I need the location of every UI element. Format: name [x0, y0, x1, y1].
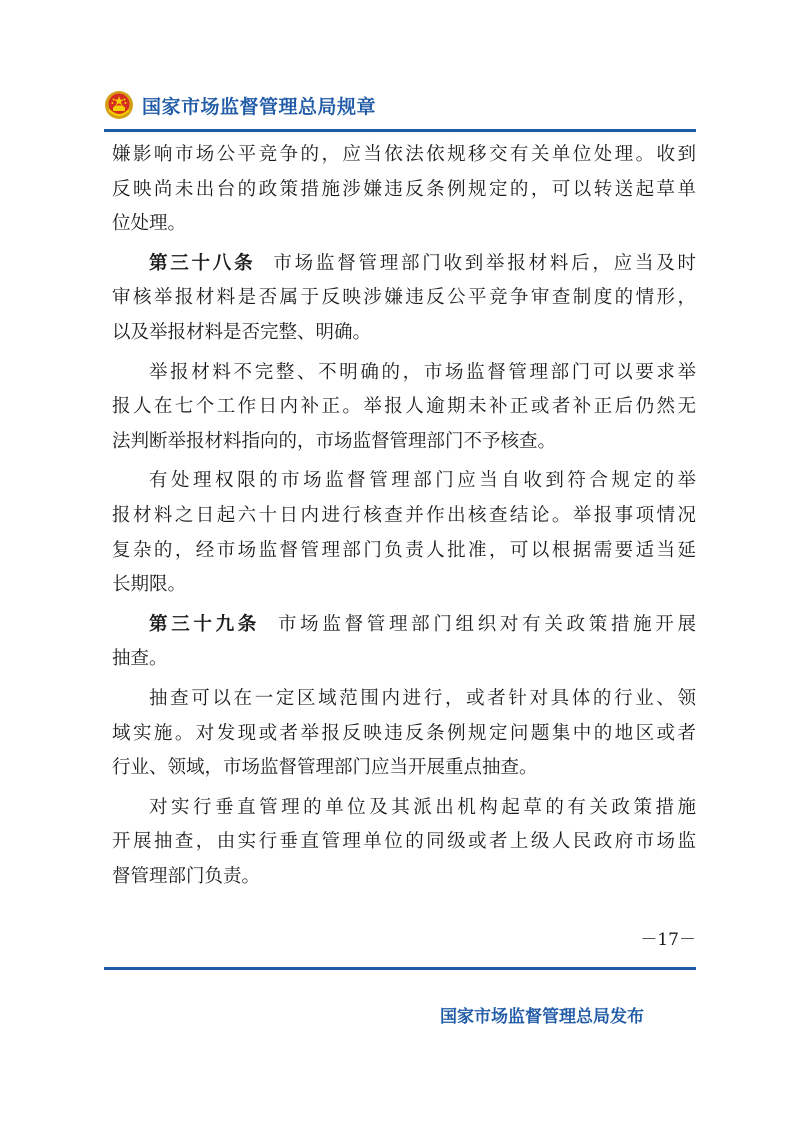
- text-line: 长期限。: [112, 574, 187, 596]
- text-line: 以及举报材料是否完整、明确。: [112, 321, 372, 343]
- paragraph: [112, 682, 696, 786]
- text-line: 报材料之日起六十日内进行核查并作出核查结论。举报事项情况: [112, 504, 696, 526]
- paragraph: [112, 791, 696, 895]
- paragraph: [112, 464, 696, 602]
- text-line: 复杂的，经市场监督管理部门负责人批准，可以根据需要适当延: [112, 539, 696, 561]
- text-line: 位处理。: [112, 213, 187, 235]
- article-text: 市场监督管理部门组织对有关政策措施开展: [277, 613, 696, 635]
- text-line: 域实施。对发现或者举报反映违反条例规定问题集中的地区或者: [112, 722, 696, 744]
- text-line: 抽查。: [112, 648, 168, 670]
- page-number: －17－: [640, 930, 696, 950]
- text-line: 法判断举报材料指向的，市场监督管理部门不予核查。: [112, 430, 557, 452]
- footer-divider: [104, 967, 696, 970]
- text-line: [112, 608, 696, 643]
- text-line: 对实行垂直管理的单位及其派出机构起草的有关政策措施: [149, 796, 696, 818]
- text-line: 有处理权限的市场监督管理部门应当自收到符合规定的举: [149, 470, 696, 492]
- paragraph-continuation: [112, 138, 696, 242]
- document-body: [112, 138, 696, 894]
- text-line: 抽查可以在一定区域范围内进行，或者针对具体的行业、领: [149, 687, 696, 709]
- text-line: 开展抽查，由实行垂直管理单位的同级或者上级人民政府市场监: [112, 831, 696, 853]
- text-line: [112, 247, 696, 282]
- article-text: 市场监督管理部门收到举报材料后，应当及时: [273, 252, 696, 274]
- article-label: 第三十八条: [149, 252, 256, 274]
- document-header: [104, 88, 376, 122]
- article-39: [112, 608, 696, 677]
- header-title: 国家市场监督管理总局规章: [142, 95, 377, 118]
- header-divider: [104, 129, 696, 132]
- article-label: 第三十九条: [149, 613, 260, 635]
- paragraph: [112, 356, 696, 460]
- text-line: 督管理部门负责。: [112, 865, 261, 887]
- text-line: 行业、领域，市场监督管理部门应当开展重点抽查。: [112, 757, 538, 779]
- text-line: 举报材料不完整、不明确的，市场监督管理部门可以要求举: [149, 361, 696, 383]
- text-line: 嫌影响市场公平竞争的，应当依法依规移交有关单位处理。收到: [112, 144, 696, 165]
- footer-publisher: 国家市场监督管理总局发布: [440, 1007, 644, 1027]
- text-line: 审核举报材料是否属于反映涉嫌违反公平竞争审查制度的情形，: [112, 287, 696, 309]
- national-emblem-icon: [104, 90, 134, 120]
- text-line: 报人在七个工作日内补正。举报人逾期未补正或者补正后仍然无: [112, 396, 696, 418]
- article-38: [112, 247, 696, 351]
- text-line: 反映尚未出台的政策措施涉嫌违反条例规定的，可以转送起草单: [112, 178, 696, 200]
